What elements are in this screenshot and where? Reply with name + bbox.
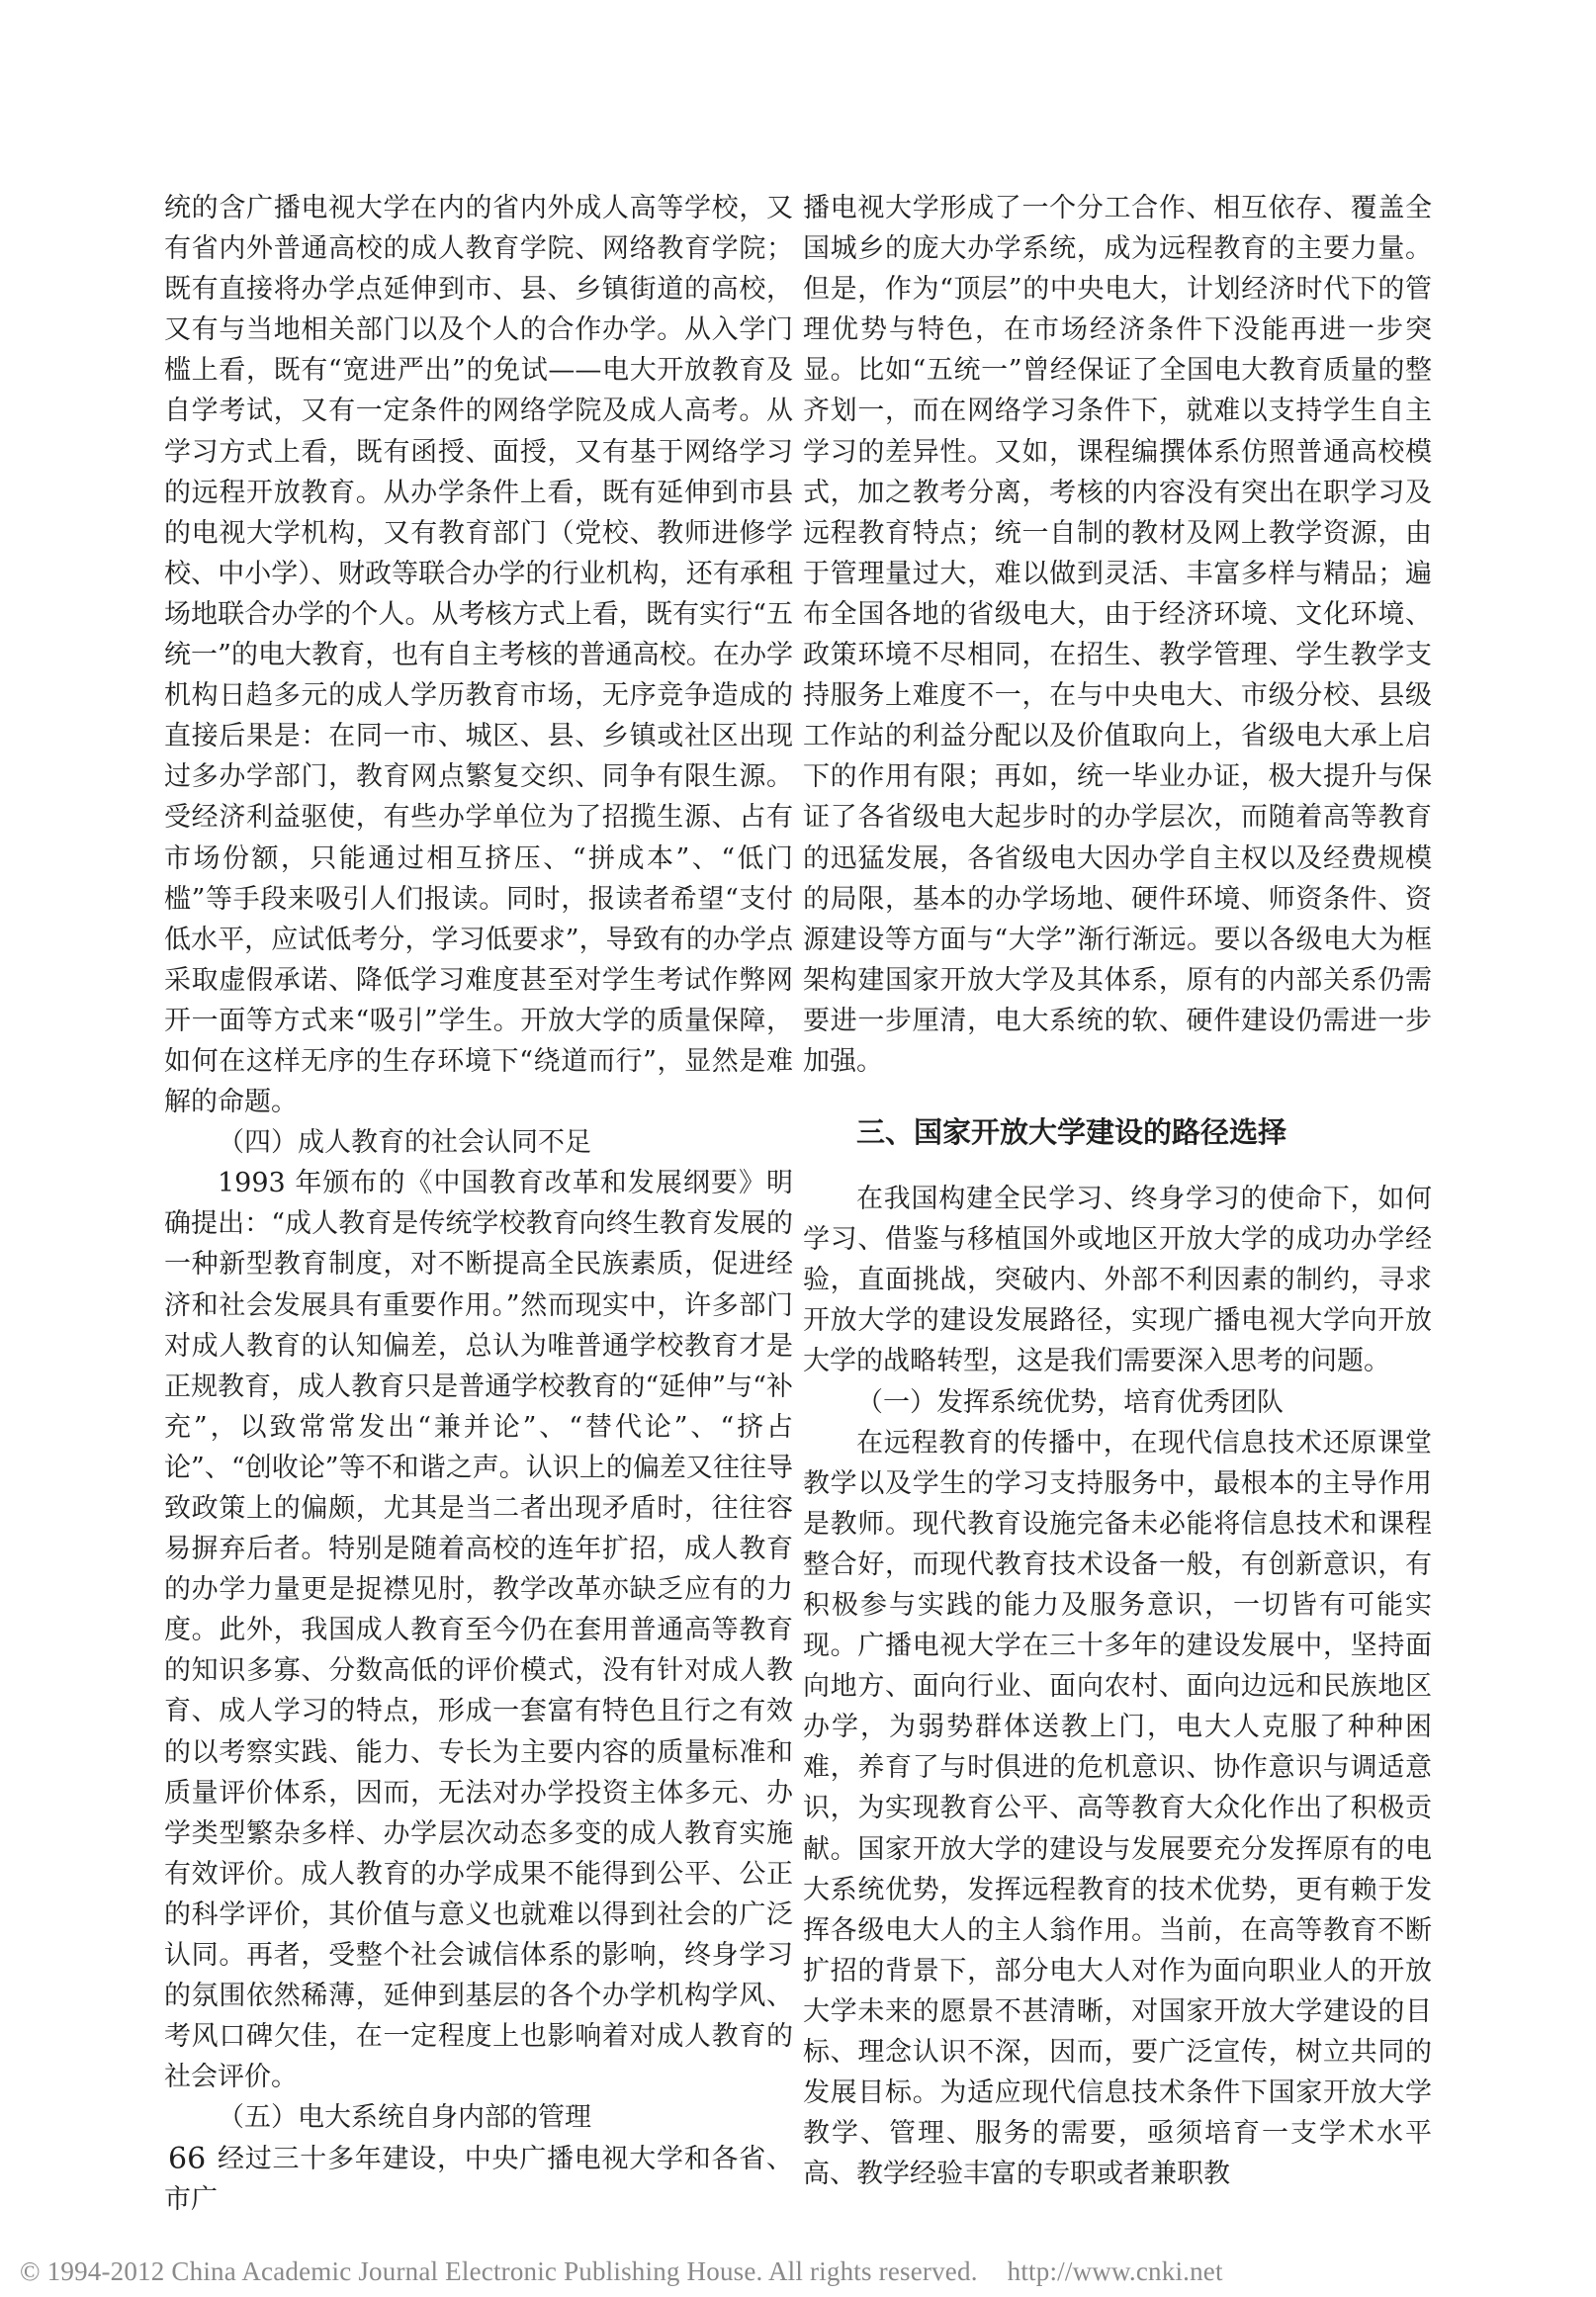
left-paragraph-2: 1993 年颁布的《中国教育改革和发展纲要》明确提出：“成人教育是传统学校教育向终生教育发展的一种新型教育制度，对不断提高全民族素质，促进经济和社会发展具有重要作用。”然而现实中，许多部门对成人教育的认知偏差，总认为唯普通学校教育才是正规教育，成人教育只是普通学校教育的“延伸”与“补充”，以致常常发出“兼并论”、“替代论”、“挤占论”、“创收论”等不和谐之声。认识上的偏差又往往导致政策上的偏颇，尤其是当二者出现矛盾时，往往容易摒弃后者。特别是随着高校的连年扩招，成人教育的办学力量更是捉襟见肘，教学改革亦缺乏应有的力度。此外，我国成人教育至今仍在套用普通高等教育的知识多寡、分数高低的评价模式，没有针对成人教育、成人学习的特点，形成一套富有特色且行之有效的以考察实践、能力、专长为主要内容的质量标准和质量评价体系，因而，无法对办学投资主体多元、办学类型繁杂多样、办学层次动态多变的成人教育实施有效评价。成人教育的办学成果不能得到公平、公正的科学评价，其价值与意义也就难以得到社会的广泛认同。再者，受整个社会诚信体系的影响，终身学习的氛围依然稀薄，延伸到基层的各个办学机构学风、考风口碑欠佳，在一定程度上也影响着对成人教育的社会评价。 [164,1168,793,2093]
copyright-text: © 1994-2012 China Academic Journal Electronic Publishing House. All rights reserved. [20,2256,978,2286]
copyright-footer [20,2256,1576,2287]
cnki-link[interactable]: http://www.cnki.net [1007,2256,1223,2286]
subheading-5: （五）电大系统自身内部的管理 [218,2102,591,2134]
right-column [803,188,1432,2194]
left-paragraph-1: 统的含广播电视大学在内的省内外成人高等学校，又有省内外普通高校的成人教育学院、网络教育学院；既有直接将办学点延伸到市、县、乡镇街道的高校，又有与当地相关部门以及个人的合作办学。从入学门槛上看，既有“宽进严出”的免试——电大开放教育及自学考试，又有一定条件的网络学院及成人高考。从学习方式上看，既有函授、面授，又有基于网络学习的远程开放教育。从办学条件上看，既有延伸到市县的电视大学机构，又有教育部门（党校、教师进修学校、中小学）、财政等联合办学的行业机构，还有承租场地联合办学的个人。从考核方式上看，既有实行“五统一”的电大教育，也有自主考核的普通高校。在办学机构日趋多元的成人学历教育市场，无序竞争造成的直接后果是：在同一市、城区、县、乡镇或社区出现过多办学部门，教育网点繁复交织、同争有限生源。受经济利益驱使，有些办学单位为了招揽生源、占有市场份额，只能通过相互挤压、“拼成本”、“低门槛”等手段来吸引人们报读。同时，报读者希望“支付低水平，应试低考分，学习低要求”，导致有的办学点采取虚假承诺、降低学习难度甚至对学生考试作弊网开一面等方式来“吸引”学生。开放大学的质量保障，如何在这样无序的生存环境下“绕道而行”，显然是难解的命题。 [164,193,793,1118]
page-number: 66 [168,2142,207,2176]
left-column [164,188,793,2220]
section-title: 三、国家开放大学建设的路径选择 [856,1115,1287,1150]
subheading-1: （一）发挥系统优势，培育优秀团队 [856,1386,1284,1418]
left-paragraph-3: 经过三十多年建设，中央广播电视大学和各省、市广 [164,2143,793,2215]
subheading-4: （四）成人教育的社会认同不足 [218,1127,591,1159]
right-paragraph-2: 在我国构建全民学习、终身学习的使命下，如何学习、借鉴与移植国外或地区开放大学的成功办学经验，直面挑战，突破内、外部不利因素的制约，寻求开放大学的建设发展路径，实现广播电视大学向开放大学的战略转型，这是我们需要深入思考的问题。 [803,1184,1432,1377]
right-paragraph-1: 播电视大学形成了一个分工合作、相互依存、覆盖全国城乡的庞大办学系统，成为远程教育的主要力量。但是，作为“顶层”的中央电大，计划经济时代下的管理优势与特色，在市场经济条件下没能再进一步突显。比如“五统一”曾经保证了全国电大教育质量的整齐划一，而在网络学习条件下，就难以支持学生自主学习的差异性。又如，课程编撰体系仿照普通高校模式，加之教考分离，考核的内容没有突出在职学习及远程教育特点；统一自制的教材及网上教学资源，由于管理量过大，难以做到灵活、丰富多样与精品；遍布全国各地的省级电大，由于经济环境、文化环境、政策环境不尽相同，在招生、教学管理、学生教学支持服务上难度不一，在与中央电大、市级分校、县级工作站的利益分配以及价值取向上，省级电大承上启下的作用有限；再如，统一毕业办证，极大提升与保证了各省级电大起步时的办学层次，而随着高等教育的迅猛发展，各省级电大因办学自主权以及经费规模的局限，基本的办学场地、硬件环境、师资条件、资源建设等方面与“大学”渐行渐远。要以各级电大为框架构建国家开放大学及其体系，原有的内部关系仍需要进一步厘清，电大系统的软、硬件建设仍需进一步加强。 [803,193,1432,1077]
right-paragraph-3: 在远程教育的传播中，在现代信息技术还原课堂教学以及学生的学习支持服务中，最根本的主导作用是教师。现代教育设施完备未必能将信息技术和课程整合好，而现代教育技术设备一般，有创新意识，有积极参与实践的能力及服务意识，一切皆有可能实现。广播电视大学在三十多年的建设发展中，坚持面向地方、面向行业、面向农村、面向边远和民族地区办学，为弱势群体送教上门，电大人克服了种种困难，养育了与时俱进的危机意识、协作意识与调适意识，为实现教育公平、高等教育大众化作出了积极贡献。国家开放大学的建设与发展要充分发挥原有的电大系统优势，发挥远程教育的技术优势，更有赖于发挥各级电大人的主人翁作用。当前，在高等教育不断扩招的背景下，部分电大人对作为面向职业人的开放大学未来的愿景不甚清晰，对国家开放大学建设的目标、理念认识不深，因而，要广泛宣传，树立共同的发展目标。为适应现代信息技术条件下国家开放大学教学、管理、服务的需要，亟须培育一支学术水平高、教学经验丰富的专职或者兼职教 [803,1427,1432,2190]
